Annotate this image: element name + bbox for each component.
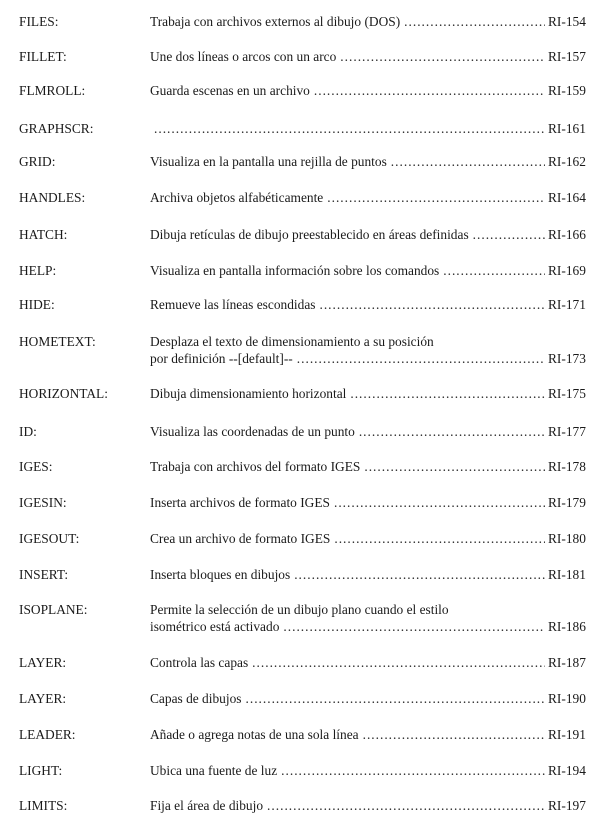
command-description — [150, 120, 545, 137]
command-description — [150, 333, 545, 367]
description-text: Crea un archivo de formato IGES — [150, 531, 331, 546]
command-description — [150, 458, 545, 475]
command-name: ID: — [19, 424, 37, 439]
command-description — [150, 797, 545, 814]
command-name: ISOPLANE: — [19, 602, 88, 617]
command-name: LAYER: — [19, 655, 67, 670]
command-name: FLMROLL: — [19, 83, 86, 98]
command-description — [150, 385, 545, 402]
leader-dots — [314, 82, 545, 99]
command-name: LEADER: — [19, 727, 76, 742]
page-reference: RI-194 — [548, 763, 586, 778]
description-first-line: Permite la selección de un dibujo plano cuando el estilo — [150, 602, 449, 617]
command-name: INSERT: — [19, 567, 69, 582]
page-reference: RI-154 — [548, 14, 586, 29]
leader-dots — [281, 762, 545, 779]
leader-dots — [334, 494, 545, 511]
command-name: LAYER: — [19, 691, 67, 706]
description-text: Capas de dibujos — [150, 691, 242, 706]
command-name: HORIZONTAL: — [19, 386, 108, 401]
description-text: Trabaja con archivos del formato IGES — [150, 459, 361, 474]
command-description — [150, 226, 545, 243]
command-name: HELP: — [19, 263, 57, 278]
page-reference: RI-186 — [548, 619, 586, 634]
command-name: HATCH: — [19, 227, 68, 242]
leader-dots — [473, 226, 545, 243]
page-reference: RI-179 — [548, 495, 586, 510]
description-text: Visualiza en la pantalla una rejilla de puntos — [150, 154, 387, 169]
page-reference: RI-178 — [548, 459, 586, 474]
leader-dots — [334, 530, 545, 547]
command-description — [150, 690, 545, 707]
page-reference: RI-181 — [548, 567, 586, 582]
leader-dots — [359, 423, 545, 440]
description-text: Visualiza las coordenadas de un punto — [150, 424, 355, 439]
description-text: Dibuja retículas de dibujo preestablecido en áreas definidas — [150, 227, 469, 242]
page-reference: RI-175 — [548, 386, 586, 401]
command-description — [150, 601, 545, 635]
command-name: HIDE: — [19, 297, 55, 312]
leader-dots — [294, 566, 545, 583]
leader-dots — [267, 797, 545, 814]
page-reference: RI-180 — [548, 531, 586, 546]
description-text: Visualiza en pantalla información sobre los comandos — [150, 263, 440, 278]
leader-dots — [363, 726, 545, 743]
description-text: isométrico está activado — [150, 619, 280, 634]
page-reference: RI-162 — [548, 154, 586, 169]
command-description — [150, 189, 545, 206]
leader-dots — [283, 618, 545, 635]
page-reference: RI-187 — [548, 655, 586, 670]
command-name: HOMETEXT: — [19, 334, 96, 349]
description-text: Fija el área de dibujo — [150, 798, 264, 813]
page-reference: RI-166 — [548, 227, 586, 242]
command-description — [150, 726, 545, 743]
description-text: Añade o agrega notas de una sola línea — [150, 727, 359, 742]
command-description — [150, 13, 545, 30]
description-text: Remueve las líneas escondidas — [150, 297, 316, 312]
page-reference: RI-197 — [548, 798, 586, 813]
page-reference: RI-191 — [548, 727, 586, 742]
command-description — [150, 82, 545, 99]
leader-dots — [404, 13, 545, 30]
command-name: IGESIN: — [19, 495, 67, 510]
command-description — [150, 654, 545, 671]
leader-dots — [297, 350, 545, 367]
command-description — [150, 262, 545, 279]
description-text: Ubica una fuente de luz — [150, 763, 278, 778]
command-description — [150, 48, 545, 65]
command-name: FILES: — [19, 14, 59, 29]
description-text: Une dos líneas o arcos con un arco — [150, 49, 337, 64]
command-name: IGESOUT: — [19, 531, 80, 546]
description-text: Controla las capas — [150, 655, 249, 670]
page-reference: RI-164 — [548, 190, 586, 205]
page-reference: RI-171 — [548, 297, 586, 312]
description-first-line: Desplaza el texto de dimensionamiento a su posición — [150, 334, 434, 349]
command-description — [150, 530, 545, 547]
page-reference: RI-173 — [548, 351, 586, 366]
command-description — [150, 494, 545, 511]
description-text: Dibuja dimensionamiento horizontal — [150, 386, 347, 401]
command-name: FILLET: — [19, 49, 67, 64]
page-reference: RI-190 — [548, 691, 586, 706]
command-name: GRAPHSCR: — [19, 121, 94, 136]
command-description — [150, 762, 545, 779]
leader-dots — [350, 385, 545, 402]
command-name: GRID: — [19, 154, 56, 169]
page-reference: RI-169 — [548, 263, 586, 278]
description-text: Archiva objetos alfabéticamente — [150, 190, 324, 205]
command-name: LIGHT: — [19, 763, 63, 778]
command-description — [150, 296, 545, 313]
leader-dots — [246, 690, 546, 707]
command-name: LIMITS: — [19, 798, 68, 813]
leader-dots — [154, 120, 545, 137]
description-text: Inserta archivos de formato IGES — [150, 495, 330, 510]
command-name: HANDLES: — [19, 190, 86, 205]
command-description — [150, 423, 545, 440]
page-reference: RI-157 — [548, 49, 586, 64]
page-reference: RI-177 — [548, 424, 586, 439]
page-reference: RI-161 — [548, 121, 586, 136]
description-text: Trabaja con archivos externos al dibujo (DOS) — [150, 14, 401, 29]
description-text: por definición --[default]-- — [150, 351, 293, 366]
leader-dots — [364, 458, 545, 475]
leader-dots — [443, 262, 545, 279]
leader-dots — [252, 654, 545, 671]
description-text: Guarda escenas en un archivo — [150, 83, 310, 98]
leader-dots — [340, 48, 545, 65]
description-text: Inserta bloques en dibujos — [150, 567, 291, 582]
leader-dots — [391, 153, 545, 170]
leader-dots — [319, 296, 545, 313]
command-name: IGES: — [19, 459, 53, 474]
command-description — [150, 153, 545, 170]
command-description — [150, 566, 545, 583]
leader-dots — [327, 189, 545, 206]
page-reference: RI-159 — [548, 83, 586, 98]
